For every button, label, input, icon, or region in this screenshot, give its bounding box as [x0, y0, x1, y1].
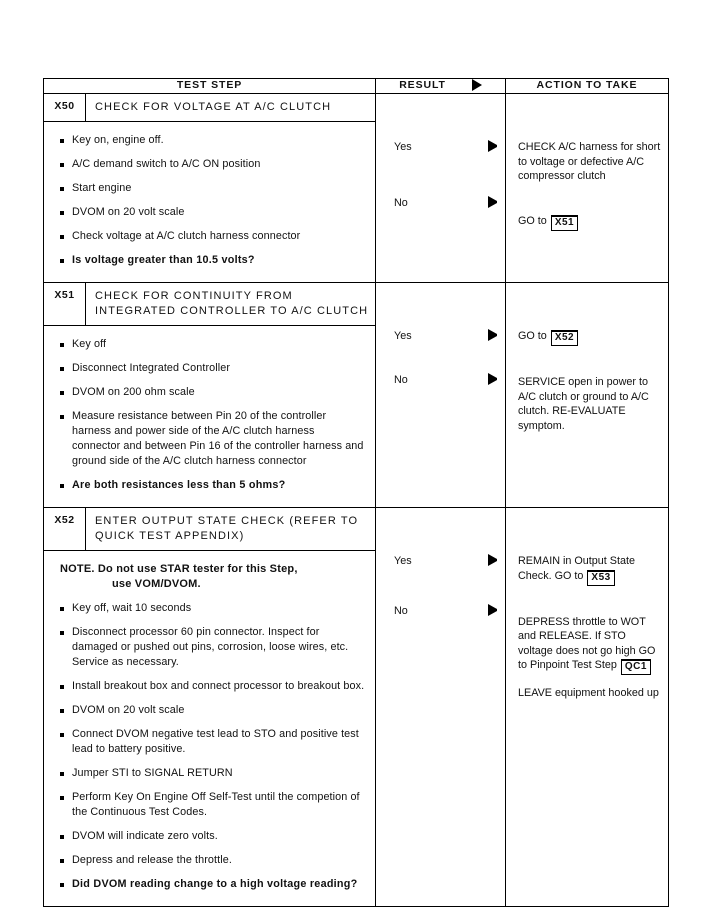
list-item: DVOM will indicate zero volts. [58, 829, 365, 844]
list-item: Key off [58, 337, 365, 352]
list-item: Key on, engine off. [58, 133, 365, 148]
header-action-to-take: ACTION TO TAKE [506, 79, 669, 94]
table-row [44, 508, 669, 907]
action-text-no-prefix: DEPRESS throttle to WOT and RELEASE. If STO voltage does not go high GO to Pinpoint Test Step [518, 615, 656, 671]
ref-code-x52[interactable]: X52 [551, 330, 578, 346]
list-item: Depress and release the throttle. [58, 853, 365, 868]
result-label-no: No [394, 374, 408, 386]
table-row [44, 283, 669, 508]
action-text-no [518, 214, 662, 230]
action-text-yes-prefix: REMAIN in Output State Check. GO to [518, 555, 636, 582]
action-text-no-prefix: GO to [518, 214, 550, 227]
right-arrow-icon [488, 140, 497, 152]
ref-code-x53[interactable]: X53 [587, 570, 614, 586]
result-cell-x52 [376, 508, 506, 907]
action-text-yes: CHECK A/C harness for short to voltage or defective A/C compressor clutch [518, 141, 661, 182]
step-note-line1: NOTE. Do not use STAR tester for this Step, [60, 563, 298, 575]
list-item: Perform Key On Engine Off Self-Test until the competion of the Continuous Test Codes. [58, 790, 365, 820]
step-code-x50: X50 [44, 94, 86, 121]
right-arrow-icon [488, 196, 497, 208]
header-test-step: TEST STEP [44, 79, 376, 94]
ref-code-qc1[interactable]: QC1 [621, 659, 651, 675]
right-arrow-icon [472, 79, 482, 91]
result-cell-x51 [376, 283, 506, 508]
step-body-x52 [44, 551, 375, 906]
action-text-no [518, 615, 662, 675]
action-cell-x52 [506, 508, 669, 907]
list-item: Did DVOM reading change to a high voltage reading? [58, 877, 365, 892]
list-item: Install breakout box and connect processor to breakout box. [58, 679, 365, 694]
result-cell-x50 [376, 94, 506, 283]
right-arrow-icon [488, 329, 497, 341]
list-item: A/C demand switch to A/C ON position [58, 157, 365, 172]
action-text-yes [518, 554, 662, 585]
step-bullet-list-x52 [58, 601, 365, 892]
step-cell-x50 [44, 94, 376, 283]
list-item: Measure resistance between Pin 20 of the controller harness and power side of the A/C clutch harness connector and between Pin 16 of the controller harness and ground side of the A/C clutch harness connector [58, 409, 365, 469]
result-row-no-x52 [376, 604, 505, 618]
list-item: Is voltage greater than 10.5 volts? [58, 253, 365, 268]
action-cell-x50 [506, 94, 669, 283]
result-row-no-x51 [376, 373, 505, 387]
diagnostic-test-table [43, 78, 669, 907]
step-title-x52: ENTER OUTPUT STATE CHECK (REFER TO QUICK TEST APPENDIX) [95, 515, 359, 542]
action-text-yes [518, 329, 662, 345]
step-note-line2: use VOM/DVOM. [112, 578, 201, 590]
result-label-yes: Yes [394, 555, 412, 567]
right-arrow-icon [488, 373, 497, 385]
list-item: Jumper STI to SIGNAL RETURN [58, 766, 365, 781]
step-code-x51: X51 [44, 283, 86, 325]
list-item: Key off, wait 10 seconds [58, 601, 365, 616]
step-header-x52 [44, 508, 375, 551]
list-item: Are both resistances less than 5 ohms? [58, 478, 365, 493]
header-result-label: RESULT [399, 79, 446, 91]
result-label-no: No [394, 197, 408, 209]
action-text-yes-prefix: GO to [518, 330, 550, 342]
result-label-no: No [394, 605, 408, 617]
result-row-yes-x50 [376, 140, 505, 154]
step-header-x51 [44, 283, 375, 326]
action-text-no-followup: LEAVE equipment hooked up [518, 687, 659, 699]
list-item: Start engine [58, 181, 365, 196]
step-cell-x52 [44, 508, 376, 907]
step-header-x50 [44, 94, 375, 122]
list-item: Disconnect Integrated Controller [58, 361, 365, 376]
right-arrow-icon [488, 554, 497, 566]
result-row-yes-x52 [376, 554, 505, 568]
result-row-yes-x51 [376, 329, 505, 343]
table-header-row [44, 79, 669, 94]
step-title-x51: CHECK FOR CONTINUITY FROM INTEGRATED CONTROLLER TO A/C CLUTCH [95, 290, 369, 317]
step-title-x50: CHECK FOR VOLTAGE AT A/C CLUTCH [95, 101, 332, 113]
step-cell-x51 [44, 283, 376, 508]
table-row [44, 94, 669, 283]
list-item: Check voltage at A/C clutch harness connector [58, 229, 365, 244]
step-body-x51 [44, 326, 375, 507]
list-item: DVOM on 20 volt scale [58, 205, 365, 220]
ref-code-x51[interactable]: X51 [551, 215, 578, 231]
step-bullet-list-x50 [58, 133, 365, 268]
list-item: Connect DVOM negative test lead to STO and positive test lead to battery positive. [58, 727, 365, 757]
list-item: DVOM on 20 volt scale [58, 703, 365, 718]
action-text-no: SERVICE open in power to A/C clutch or ground to A/C clutch. RE-EVALUATE symptom. [518, 376, 649, 432]
list-item: Disconnect processor 60 pin connector. Inspect for damaged or pushed out pins, corrosion, loose wires, etc. Service as necessary. [58, 625, 365, 670]
header-result [376, 79, 506, 94]
step-code-x52: X52 [44, 508, 86, 550]
result-label-yes: Yes [394, 330, 412, 342]
step-body-x50 [44, 122, 375, 282]
step-note-x52 [60, 562, 365, 592]
result-row-no-x50 [376, 196, 505, 210]
action-cell-x51 [506, 283, 669, 508]
result-label-yes: Yes [394, 141, 412, 153]
right-arrow-icon [488, 604, 497, 616]
step-bullet-list-x51 [58, 337, 365, 493]
list-item: DVOM on 200 ohm scale [58, 385, 365, 400]
